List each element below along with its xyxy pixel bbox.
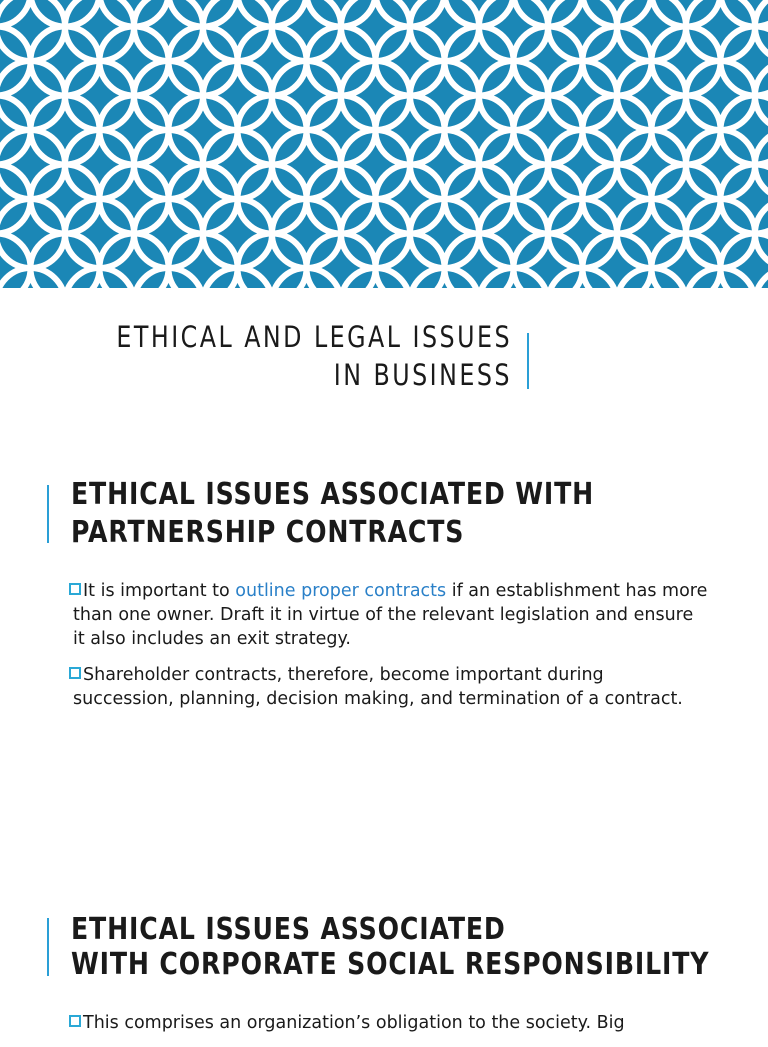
section-accent-bar: [47, 485, 49, 543]
section-heading-line-2: WITH CORPORATE SOCIAL RESPONSIBILITY: [71, 947, 710, 982]
section-heading-line-1: ETHICAL ISSUES ASSOCIATED WITH: [71, 477, 595, 512]
slide-title-line-1: ETHICAL AND LEGAL ISSUES: [116, 320, 513, 354]
slide-title: [92, 318, 512, 394]
bullet-text: if an establishment has more than one owner. Draft it in virtue of the relevant legislation and ensure it also includes an exit strategy.: [73, 581, 708, 649]
checkbox-bullet-icon: [69, 1015, 81, 1027]
bullet-item: [69, 1011, 709, 1035]
section-accent-bar: [47, 918, 49, 976]
section-heading-line-1: ETHICAL ISSUES ASSOCIATED: [71, 912, 506, 947]
bullet-text: This comprises an organization’s obligation to the society. Big: [83, 1013, 625, 1033]
bullet-list-partnership: [69, 579, 709, 723]
title-accent-bar: [527, 333, 529, 389]
section-heading-csr: [71, 912, 709, 982]
bullet-text: It is important to: [83, 581, 236, 601]
bullet-item: [69, 663, 709, 711]
slide-title-line-2: IN BUSINESS: [333, 358, 512, 392]
bullet-list-csr: [69, 1011, 709, 1047]
checkbox-bullet-icon: [69, 583, 81, 595]
bullet-item: [69, 579, 709, 651]
bullet-text: Shareholder contracts, therefore, become important during succession, planning, decision making, and termination of a contract.: [73, 665, 683, 709]
section-heading-partnership: [71, 476, 594, 552]
decorative-pattern-banner: [0, 0, 768, 288]
checkbox-bullet-icon: [69, 667, 81, 679]
section-heading-line-2: PARTNERSHIP CONTRACTS: [71, 515, 465, 550]
outline-contracts-link[interactable]: outline proper contracts: [235, 581, 447, 601]
circle-lattice-pattern: [0, 0, 768, 288]
